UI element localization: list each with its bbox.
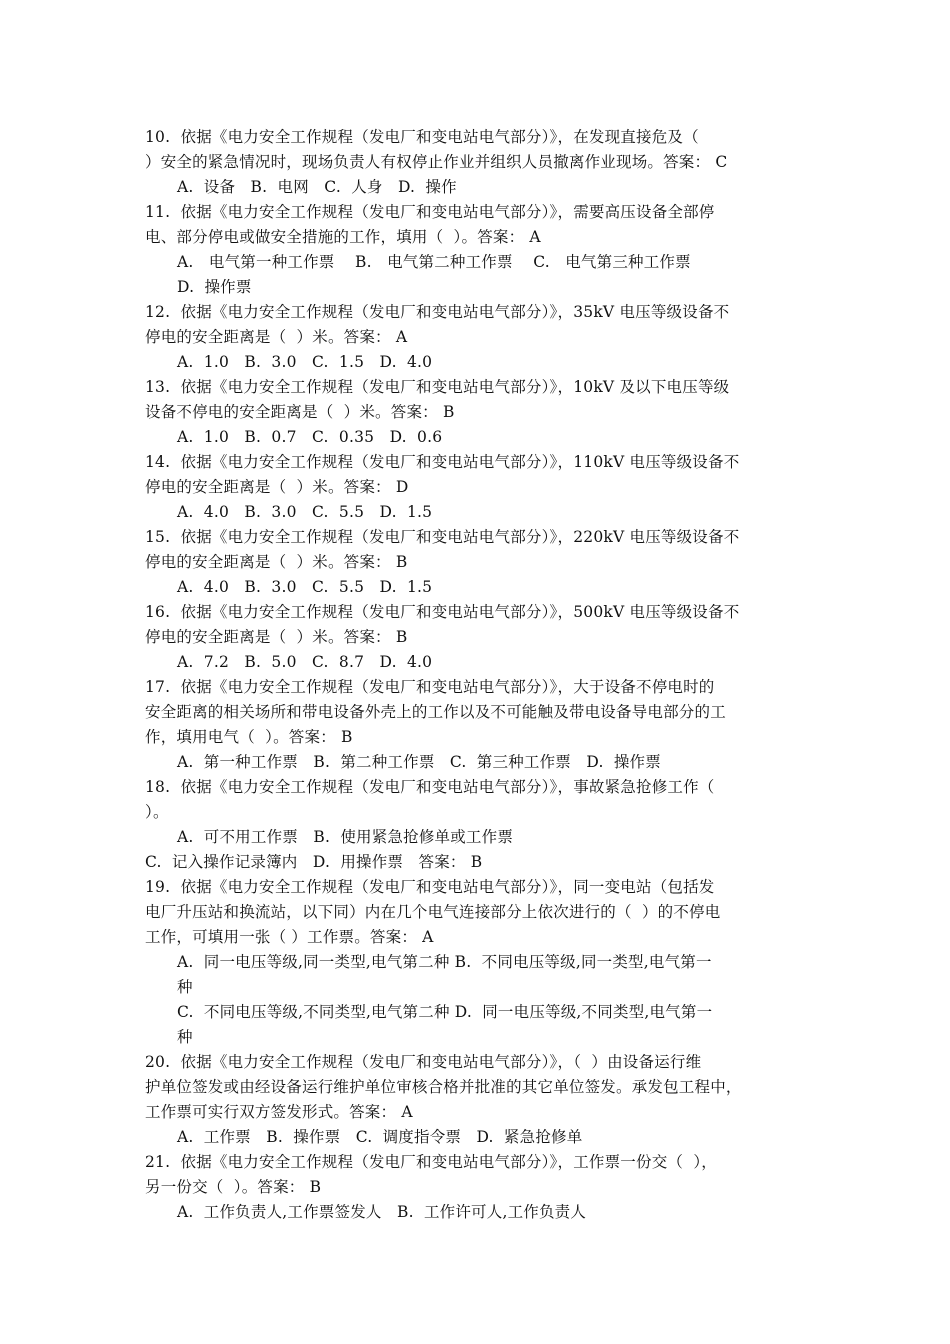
text-line: 停电的安全距离是（ ）米。答案： D — [145, 478, 409, 496]
text-line: 电厂升压站和换流站，以下同）内在几个电气连接部分上依次进行的（ ）的不停电 — [145, 903, 721, 921]
text-line: ）安全的紧急情况时，现场负责人有权停止作业并组织人员撤离作业现场。答案： C — [145, 153, 728, 171]
text-line: 种 — [177, 1028, 193, 1046]
text-line: 21. 依据《电力安全工作规程（发电厂和变电站电气部分）》，工作票一份交（ ）， — [145, 1153, 718, 1171]
text-line: 12. 依据《电力安全工作规程（发电厂和变电站电气部分）》，35kV 电压等级设备不 — [145, 303, 730, 321]
text-line: A. 1.0 B. 0.7 C. 0.35 D. 0.6 — [177, 428, 443, 446]
text-line: A. 7.2 B. 5.0 C. 8.7 D. 4.0 — [177, 653, 433, 671]
text-line: 工作，可填用一张（ ）工作票。答案： A — [145, 928, 434, 946]
text-line: 停电的安全距离是（ ）米。答案： A — [145, 328, 408, 346]
text-line: 停电的安全距离是（ ）米。答案： B — [145, 628, 408, 646]
text-line: 安全距离的相关场所和带电设备外壳上的工作以及不可能触及带电设备导电部分的工 — [145, 703, 726, 721]
text-line: D. 操作票 — [177, 278, 252, 296]
text-line: A. 同一电压等级,同一类型,电气第二种 B. 不同电压等级,同一类型,电气第一 — [177, 953, 712, 971]
text-line: 10. 依据《电力安全工作规程（发电厂和变电站电气部分）》，在发现直接危及（ — [145, 128, 699, 146]
text-line: A. 4.0 B. 3.0 C. 5.5 D. 1.5 — [177, 503, 433, 521]
text-line: 作，填用电气（ ）。答案： B — [145, 728, 353, 746]
text-line: C. 不同电压等级,不同类型,电气第二种 D. 同一电压等级,不同类型,电气第一 — [177, 1003, 713, 1021]
text-line: A. 电气第一种工作票 B. 电气第二种工作票 C. 电气第三种工作票 — [177, 253, 691, 271]
text-line: 另一份交（ ）。答案： B — [145, 1178, 322, 1196]
text-line: 18. 依据《电力安全工作规程（发电厂和变电站电气部分）》，事故紧急抢修工作（ — [145, 778, 715, 796]
text-line: A. 4.0 B. 3.0 C. 5.5 D. 1.5 — [177, 578, 433, 596]
text-line: 设备不停电的安全距离是（ ）米。答案： B — [145, 403, 455, 421]
text-line: 种 — [177, 978, 193, 996]
text-line: 护单位签发或由经设备运行维护单位审核合格并批准的其它单位签发。承发包工程中， — [145, 1078, 742, 1096]
text-line: 工作票可实行双方签发形式。答案： A — [145, 1103, 413, 1121]
text-line: 停电的安全距离是（ ）米。答案： B — [145, 553, 408, 571]
text-line: 17. 依据《电力安全工作规程（发电厂和变电站电气部分）》，大于设备不停电时的 — [145, 678, 715, 696]
text-line: 11. 依据《电力安全工作规程（发电厂和变电站电气部分）》，需要高压设备全部停 — [145, 203, 715, 221]
text-line: 20. 依据《电力安全工作规程（发电厂和变电站电气部分）》，（ ）由设备运行维 — [145, 1053, 702, 1071]
text-line: ）。 — [145, 803, 169, 821]
text-line: A. 第一种工作票 B. 第二种工作票 C. 第三种工作票 D. 操作票 — [177, 753, 661, 771]
text-line: 15. 依据《电力安全工作规程（发电厂和变电站电气部分）》，220kV 电压等级设备不 — [145, 528, 740, 546]
text-line: A. 1.0 B. 3.0 C. 1.5 D. 4.0 — [177, 353, 433, 371]
text-line: C. 记入操作记录簿内 D. 用操作票 答案： B — [145, 853, 483, 871]
text-line: 14. 依据《电力安全工作规程（发电厂和变电站电气部分）》，110kV 电压等级设备不 — [145, 453, 740, 471]
text-line: 13. 依据《电力安全工作规程（发电厂和变电站电气部分）》，10kV 及以下电压等级 — [145, 378, 730, 396]
text-line: 16. 依据《电力安全工作规程（发电厂和变电站电气部分）》，500kV 电压等级设备不 — [145, 603, 740, 621]
text-line: 19. 依据《电力安全工作规程（发电厂和变电站电气部分）》，同一变电站（包括发 — [145, 878, 715, 896]
text-line: A. 工作票 B. 操作票 C. 调度指令票 D. 紧急抢修单 — [177, 1128, 583, 1146]
text-line: 电、部分停电或做安全措施的工作，填用（ ）。答案： A — [145, 228, 541, 246]
text-line: A. 设备 B. 电网 C. 人身 D. 操作 — [177, 178, 457, 196]
text-line: A. 可不用工作票 B. 使用紧急抢修单或工作票 — [177, 828, 514, 846]
text-line: A. 工作负责人,工作票签发人 B. 工作许可人,工作负责人 — [177, 1203, 587, 1221]
